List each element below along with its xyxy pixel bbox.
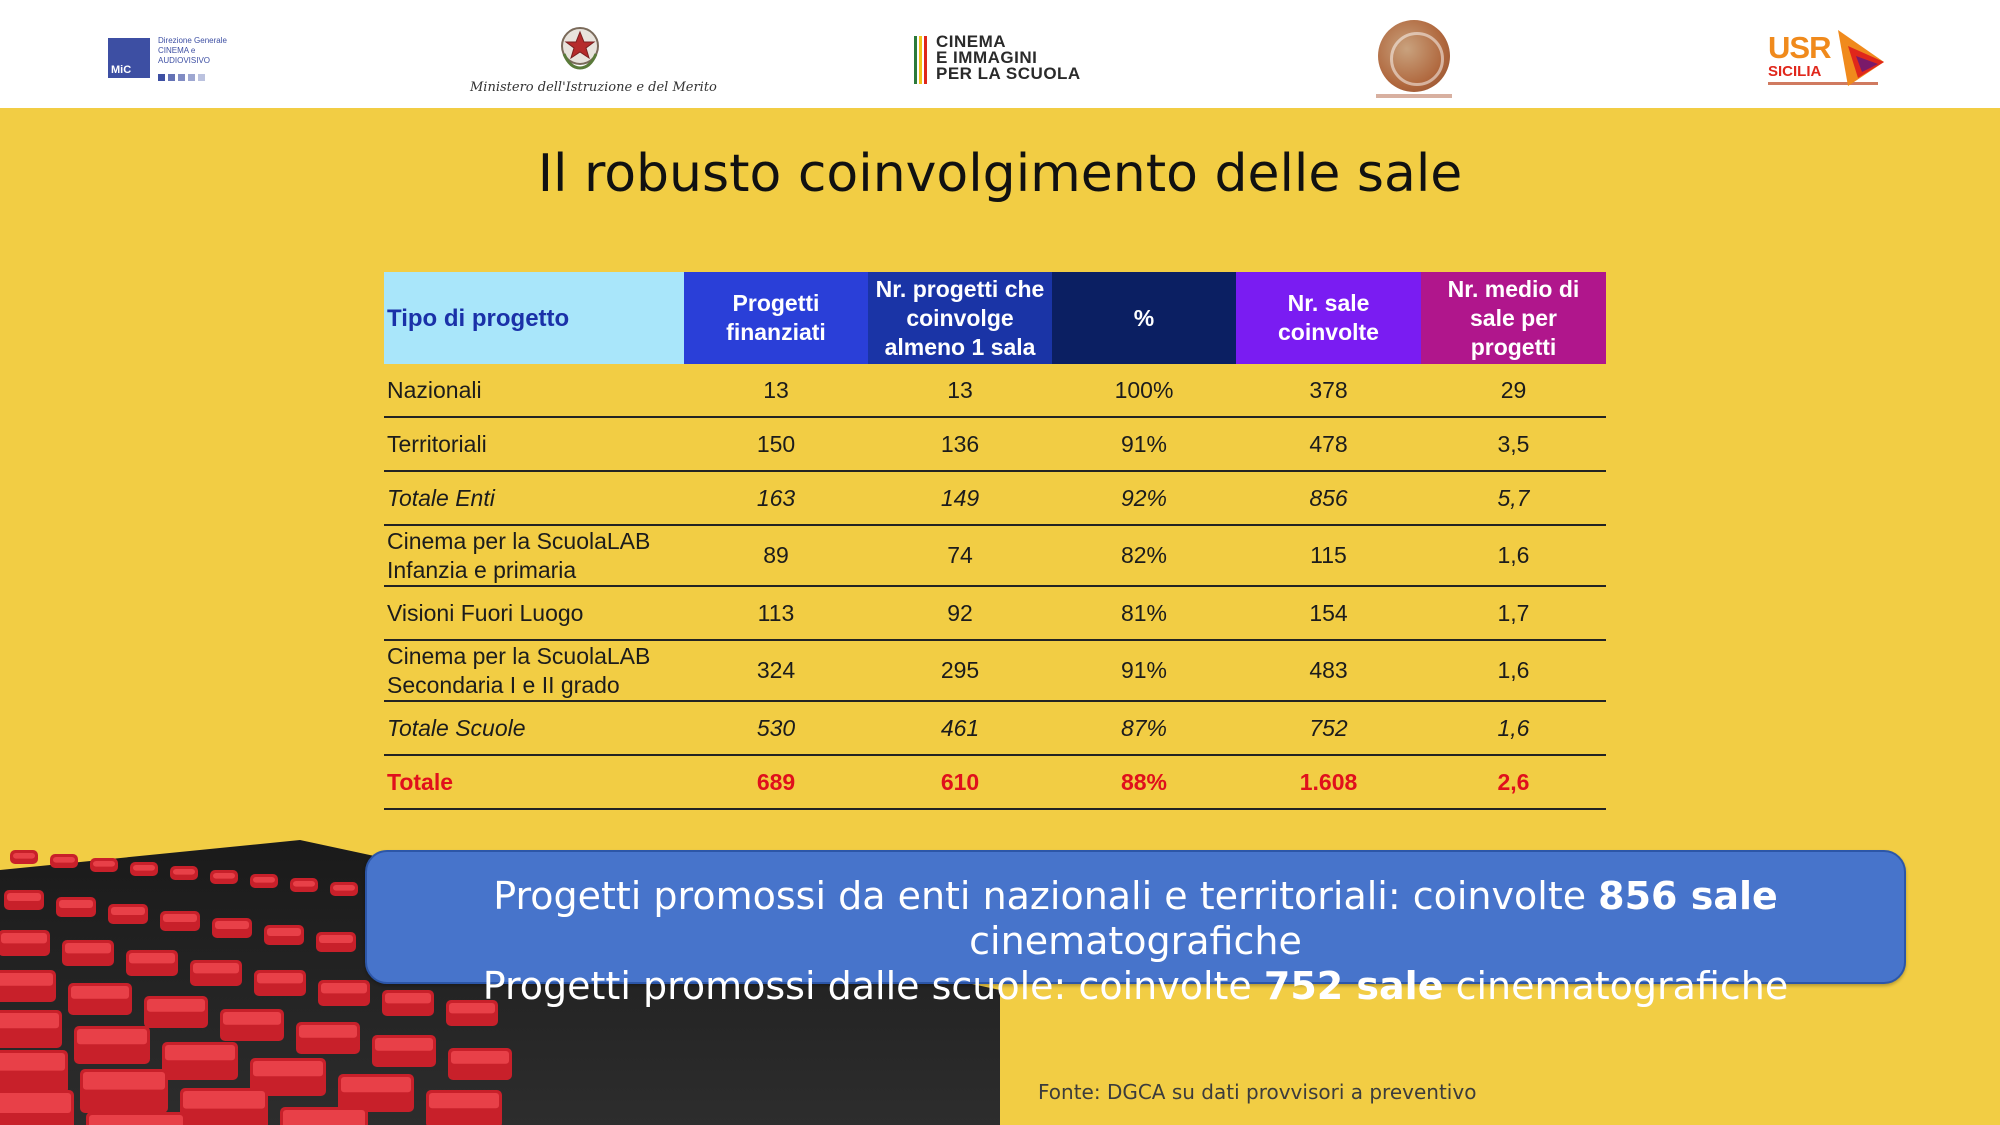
seat-highlight: [293, 881, 315, 887]
cell-progetti-con-sala: 92: [868, 586, 1052, 640]
header-bar: [0, 0, 2000, 108]
seat-highlight: [253, 877, 275, 883]
seat-highlight: [213, 873, 235, 879]
cell-sale-coinvolte: 478: [1236, 417, 1421, 471]
row-label: [384, 364, 684, 417]
seat-highlight: [163, 914, 197, 922]
seat-highlight: [319, 935, 353, 943]
cell-percentuale: 87%: [1052, 701, 1236, 755]
mic-squares: [158, 74, 205, 81]
header-progetti-con-sala: Nr. progetti che coinvolge almeno 1 sala: [868, 272, 1052, 364]
source-note: Fonte: DGCA su dati provvisori a preventivo: [1038, 1080, 1477, 1104]
row-label-line: Cinema per la ScuolaLAB: [387, 527, 651, 554]
cinema-immagini-logo: [914, 34, 1094, 86]
callout-line-1: [367, 874, 1904, 964]
row-label: [384, 701, 684, 755]
table-row-subtotal: [384, 701, 1606, 755]
seat-highlight: [1, 933, 47, 943]
cell-media-sale: 1,6: [1421, 525, 1606, 586]
seat-highlight: [267, 928, 301, 936]
cell-media-sale: 1,6: [1421, 701, 1606, 755]
row-label-line: Territoriali: [387, 430, 487, 457]
cell-sale-coinvolte: 154: [1236, 586, 1421, 640]
seat-highlight: [257, 973, 303, 983]
row-label: [384, 417, 684, 471]
seat-highlight: [429, 1093, 499, 1108]
cell-percentuale: 91%: [1052, 417, 1236, 471]
row-label: [384, 525, 684, 586]
seat-highlight: [77, 1029, 147, 1044]
seat-highlight: [89, 1115, 183, 1125]
callout-highlight: 752 sale: [1263, 964, 1444, 1008]
cell-sale-coinvolte: 1.608: [1236, 755, 1421, 809]
row-label-line: Totale Scuole: [387, 714, 526, 741]
seat-highlight: [0, 1053, 65, 1071]
cell-media-sale: 1,7: [1421, 586, 1606, 640]
row-label-line: Secondaria I e II grado: [387, 671, 620, 698]
page-title: Il robusto coinvolgimento delle sale: [537, 144, 1463, 204]
seat-highlight: [147, 999, 205, 1012]
cell-percentuale: 92%: [1052, 471, 1236, 525]
row-label: [384, 755, 684, 809]
header-percentuale: %: [1052, 272, 1236, 364]
seat-highlight: [13, 853, 35, 859]
mic-logo-text: [158, 36, 228, 66]
callout-text: Progetti promossi dalle scuole: coinvolte: [482, 964, 1264, 1008]
cell-progetti-finanziati: 89: [684, 525, 868, 586]
seat-highlight: [65, 943, 111, 953]
header-sale-coinvolte: Nr. sale coinvolte: [1236, 272, 1421, 364]
seat-highlight: [341, 1077, 411, 1092]
seat-highlight: [165, 1045, 235, 1060]
callout-highlight: 856 sale: [1598, 874, 1778, 918]
cell-sale-coinvolte: 752: [1236, 701, 1421, 755]
row-label-line: Visioni Fuori Luogo: [387, 599, 584, 626]
cell-progetti-con-sala: 149: [868, 471, 1052, 525]
seat-highlight: [0, 1093, 71, 1113]
seat-highlight: [215, 921, 249, 929]
cell-progetti-finanziati: 530: [684, 701, 868, 755]
cell-sale-coinvolte: 856: [1236, 471, 1421, 525]
seat-highlight: [129, 953, 175, 963]
cell-percentuale: 100%: [1052, 364, 1236, 417]
seat-highlight: [299, 1025, 357, 1038]
row-label-line: Totale: [387, 768, 454, 795]
seat-highlight: [283, 1110, 365, 1125]
summary-callout: [365, 850, 1906, 1008]
seat-highlight: [83, 1072, 165, 1090]
usr-region: SICILIA: [1768, 63, 1822, 80]
mic-line-1: Direzione Generale: [158, 36, 227, 45]
cell-progetti-con-sala: 74: [868, 525, 1052, 586]
seat-highlight: [7, 893, 41, 901]
callout-text: cinematografiche: [1443, 964, 1789, 1008]
ministero-text: Ministero dell'Istruzione e del Merito: [470, 80, 717, 95]
row-label-line: Nazionali: [387, 376, 482, 403]
cell-progetti-con-sala: 610: [868, 755, 1052, 809]
cell-progetti-con-sala: 295: [868, 640, 1052, 701]
row-label: [384, 586, 684, 640]
row-label: [384, 640, 684, 701]
table-row: [384, 640, 1606, 701]
round-logo: [1376, 20, 1452, 100]
cell-sale-coinvolte: 115: [1236, 525, 1421, 586]
seat-highlight: [0, 973, 53, 986]
row-label-line: Infanzia e primaria: [387, 556, 577, 583]
mic-line-3: AUDIOVISIVO: [158, 56, 211, 65]
seat-highlight: [451, 1051, 509, 1064]
seat-highlight: [375, 1038, 433, 1051]
usr-sicilia-logo: [1768, 26, 1888, 92]
cis-line-3: PER LA SCUOLA: [936, 64, 1081, 83]
table-header-row: [384, 272, 1606, 364]
seat-highlight: [253, 1061, 323, 1076]
round-logo-caption: [1376, 94, 1452, 98]
seat-highlight: [71, 986, 129, 999]
header-tipo-progetto: Tipo di progetto: [384, 272, 684, 364]
table-row: [384, 417, 1606, 471]
cell-percentuale: 81%: [1052, 586, 1236, 640]
header-media-sale: Nr. medio di sale per progetti: [1421, 272, 1606, 364]
cell-progetti-finanziati: 689: [684, 755, 868, 809]
mic-logo: [108, 34, 226, 86]
callout-text: Progetti promossi da enti nazionali e territoriali: coinvolte: [493, 874, 1599, 918]
cell-media-sale: 29: [1421, 364, 1606, 417]
table-row: [384, 364, 1606, 417]
cis-line-2: E IMMAGINI: [936, 48, 1038, 67]
seat-highlight: [53, 857, 75, 863]
cell-sale-coinvolte: 378: [1236, 364, 1421, 417]
header-progetti-finanziati: Progetti finanziati: [684, 272, 868, 364]
seat-highlight: [173, 869, 195, 875]
seat-highlight: [133, 865, 155, 871]
cell-media-sale: 1,6: [1421, 640, 1606, 701]
cell-sale-coinvolte: 483: [1236, 640, 1421, 701]
seat-highlight: [333, 885, 355, 891]
table-row: [384, 586, 1606, 640]
data-table: [384, 272, 1606, 810]
ministero-logo: [470, 24, 717, 100]
callout-line-2: [367, 964, 1904, 1009]
cell-percentuale: 82%: [1052, 525, 1236, 586]
cell-progetti-con-sala: 461: [868, 701, 1052, 755]
seat-highlight: [193, 963, 239, 973]
cinema-immagini-text: [936, 34, 1081, 82]
cell-progetti-finanziati: 324: [684, 640, 868, 701]
table-row: [384, 525, 1606, 586]
table-row-total: [384, 755, 1606, 809]
cell-percentuale: 88%: [1052, 755, 1236, 809]
table-row-subtotal: [384, 471, 1606, 525]
cell-progetti-finanziati: 163: [684, 471, 868, 525]
round-emblem-icon: [1378, 20, 1450, 92]
cell-percentuale: 91%: [1052, 640, 1236, 701]
cell-media-sale: 3,5: [1421, 417, 1606, 471]
callout-text: cinematografiche: [969, 919, 1302, 963]
cell-progetti-finanziati: 13: [684, 364, 868, 417]
row-label: [384, 471, 684, 525]
seat-highlight: [111, 907, 145, 915]
cell-progetti-con-sala: 136: [868, 417, 1052, 471]
usr-name: USR: [1768, 30, 1831, 65]
tricolor-bars: [914, 36, 927, 84]
cell-progetti-con-sala: 13: [868, 364, 1052, 417]
cell-progetti-finanziati: 150: [684, 417, 868, 471]
row-label-line: Totale Enti: [387, 484, 495, 511]
cell-media-sale: 5,7: [1421, 471, 1606, 525]
row-label-line: Cinema per la ScuolaLAB: [387, 642, 651, 669]
mic-line-2: CINEMA e: [158, 46, 196, 55]
seat-highlight: [59, 900, 93, 908]
mic-mark: MiC: [108, 38, 150, 78]
sicily-triangle-icon: [1834, 26, 1886, 88]
seat-highlight: [223, 1012, 281, 1025]
cell-media-sale: 2,6: [1421, 755, 1606, 809]
cis-line-1: CINEMA: [936, 32, 1007, 51]
italian-emblem-icon: [558, 24, 602, 72]
seat-highlight: [183, 1091, 265, 1109]
seat-highlight: [321, 983, 367, 993]
seat-highlight: [0, 1013, 59, 1028]
seat-highlight: [93, 861, 115, 867]
cell-progetti-finanziati: 113: [684, 586, 868, 640]
